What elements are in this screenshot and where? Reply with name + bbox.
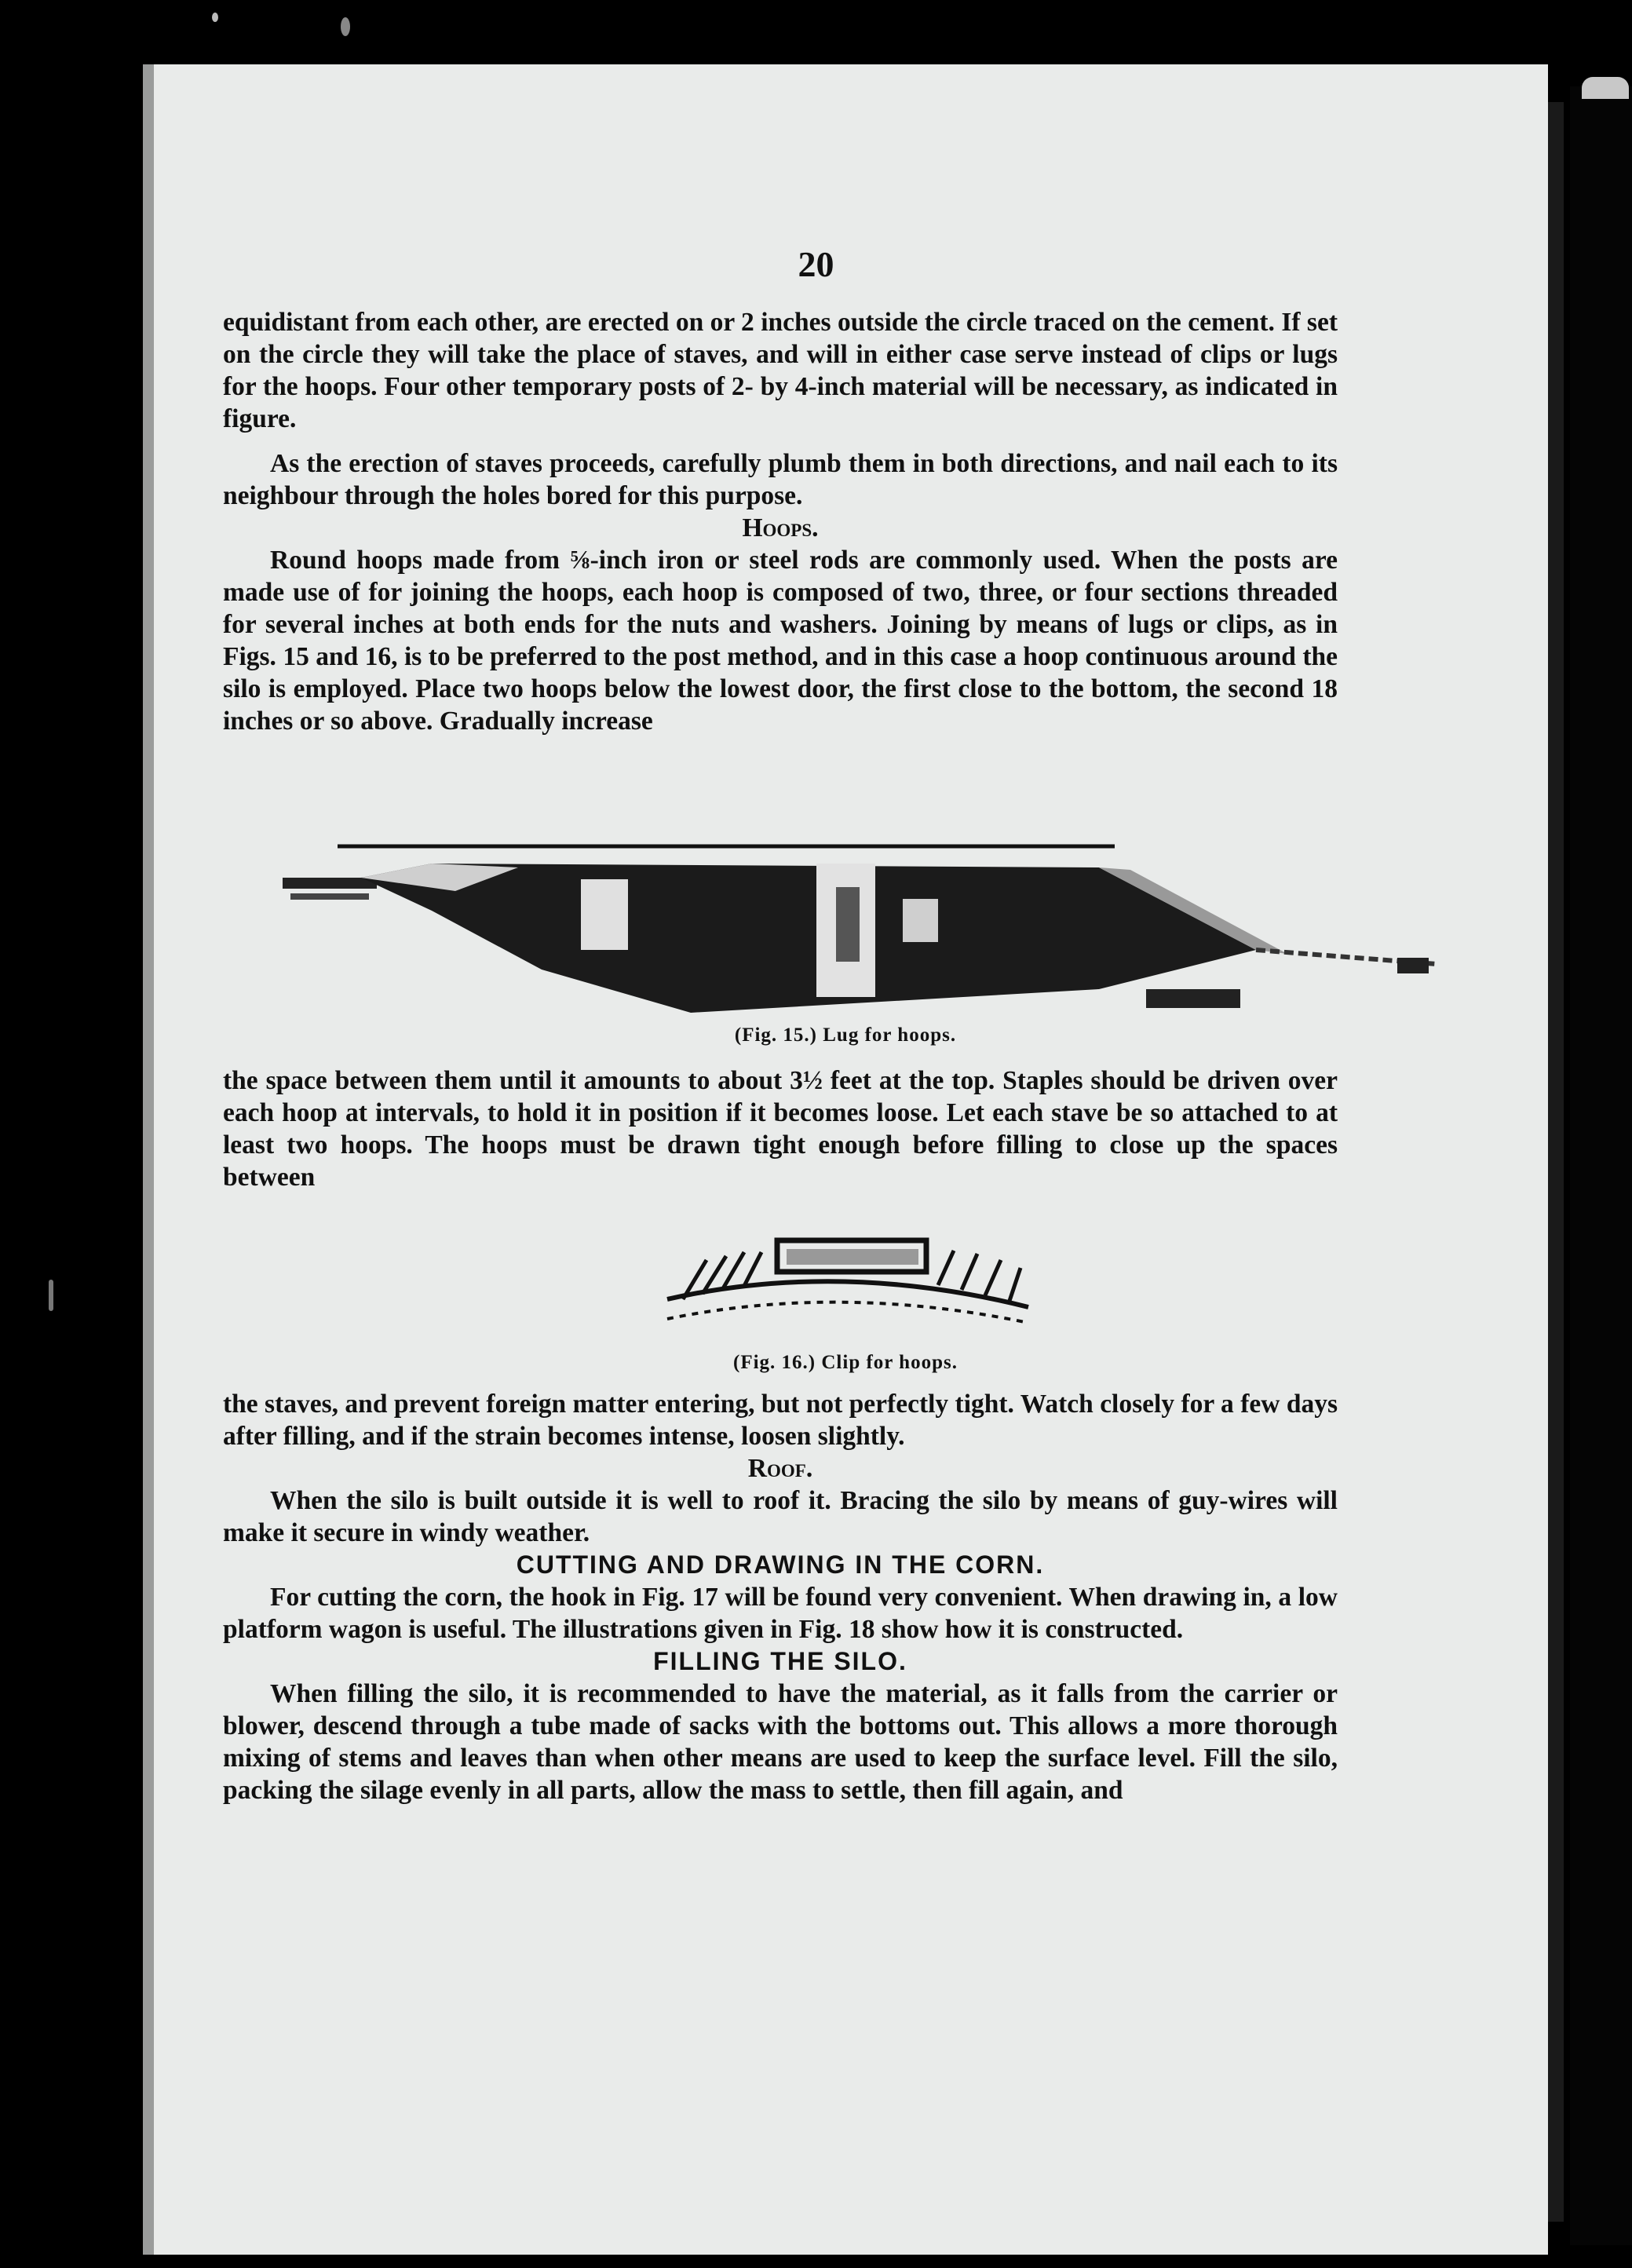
filling-heading: FILLING THE SILO. [653,1647,907,1675]
lug-illustration-icon [283,832,1460,1021]
roof-heading: Roof. [747,1454,813,1483]
page-tab [1582,77,1629,99]
paragraph-intro-1: equidistant from each other, are erected on or 2 inches outside the circle traced on the cement. If set on the circle they will take the place of staves, and will in either case serve instead of clips or lugs for the hoops. Four other temporary posts of 2- by 4-inch material will be necessary, as indicated in figure. [223,308,1338,433]
scan-speck [212,13,218,22]
paragraph-cutting: For cutting the corn, the hook in Fig. 17 will be found very convenient. When drawing in, a low platform wagon is useful. The illustrations given in Fig. 18 show how it is constructed. [223,1583,1338,1644]
book-binding-strip [1548,102,1564,2222]
next-page-edge [1570,86,1632,2245]
page-number: 20 [798,244,834,284]
paragraph-hoops-end: the staves, and prevent foreign matter entering, but not perfectly tight. Watch closely for a few days after filling, and if the strain becomes intense, loosen slightly. [223,1390,1338,1451]
hoops-heading: Hoops. [742,513,819,542]
scan-speck [341,17,350,36]
fig16-caption: (Fig. 16.) Clip for hoops. [733,1352,958,1373]
fig15-caption-row [143,1024,1548,1056]
paragraph-intro-2: As the erection of staves proceeds, carefully plumb them in both directions, and nail each to its neighbour through the holes bored for this purpose. [223,449,1338,510]
scan-speck [49,1280,53,1311]
fig16-caption-row [143,1352,1548,1383]
paragraph-filling: When filling the silo, it is recommended to have the material, as it falls from the carrier or blower, descend through a tube made of sacks with the bottoms out. This allows a more thorough mixing of stems and leaves than when other means are used to keep the surface level. Fill the silo, packing the silage evenly in all parts, allow the mass to settle, then fill again, and [223,1679,1338,1805]
body-text-top [223,306,1338,737]
cutting-heading: CUTTING AND DRAWING IN THE CORN. [516,1550,1045,1579]
paragraph-hoops: Round hoops made from ⅝-inch iron or steel rods are commonly used. When the posts are made use of for joining the hoops, each hoop is composed of two, three, or four sections threaded for several inches at both ends for the nuts and washers. Joining by means of lugs or clips, as in Figs. 15 and 16, is to be preferred to the post method, and in this case a hoop continuous around the silo is employed. Place two hoops below the lowest door, the first close to the bottom, the second 18 inches or so above. Gradually increase [223,546,1338,736]
body-text-bottom [223,1388,1338,1806]
paragraph-hoops-continued: the space between them until it amounts to about 3½ feet at the top. Staples should be driven over each hoop at intervals, to hold it in position if it becomes loose. Let each stave be so attached to at least two hoops. The hoops must be drawn tight enough before filling to close up the spaces between [223,1066,1338,1192]
clip-illustration-icon [652,1213,1044,1339]
fig15-caption: (Fig. 15.) Lug for hoops. [734,1024,957,1046]
body-text-middle [223,1065,1338,1193]
paragraph-roof: When the silo is built outside it is well to roof it. Bracing the silo by means of guy-wires will make it secure in windy weather. [223,1486,1338,1547]
